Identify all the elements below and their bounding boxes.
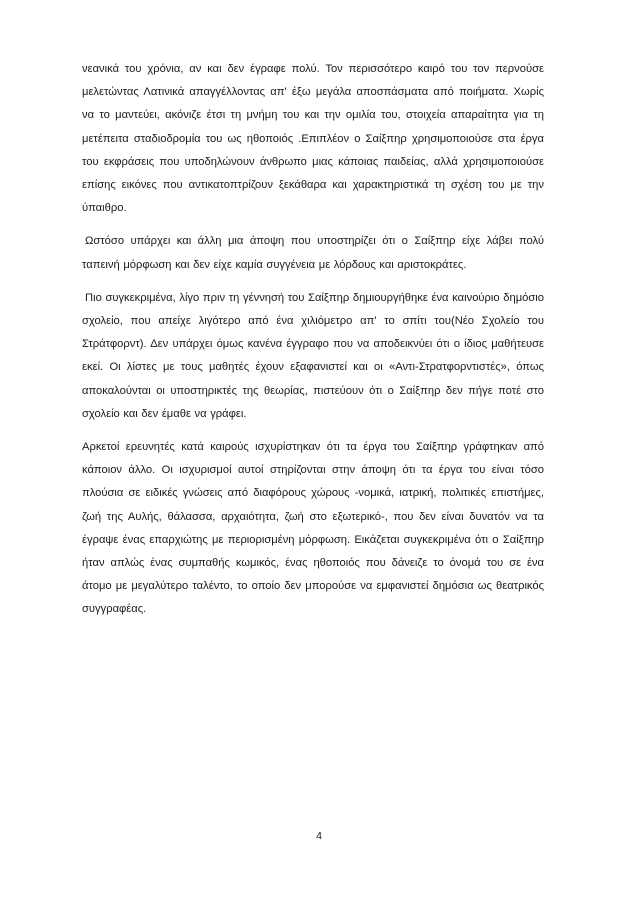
paragraph-3: Πιο συγκεκριμένα, λίγο πριν τη γέννησή του Σαίξπηρ δημιουργήθηκε ένα καινούριο δημόσιο σχολείο, που απείχε λιγότερο από ένα χιλιόμετρο απ' το σπίτι του(Νέο Σχολείο του Στράτφορντ). Δεν υπάρχει όμως κανένα έγγραφο που να αποδεικνύει ότι ο ίδιος μαθήτευσε εκεί. Οι λίστες με τους μαθητές έχουν εξαφανιστεί και οι «Αντι-Στρατφορντιστές», όπως αποκαλούνται οι υποστηρικτές της θεωρίας, πιστεύουν ότι ο Σαίξπηρ δεν πήγε ποτέ στο σχολείο και δεν έμαθε να γράφει.: [82, 291, 544, 420]
page-number: 4: [316, 830, 322, 842]
paragraph-1: νεανικά του χρόνια, αν και δεν έγραφε πολύ. Τον περισσότερο καιρό του τον περνούσε μελετώντας Λατινικά απαγγέλλοντας απ' έξω μεγάλα αποσπάσματα από ποιήματα. Χωρίς να το μαντεύει, ακόνιζε έτσι τη μνήμη του και την ομιλία του, στοιχεία απαραίτητα για τη μετέπειτα σταδιοδρομία του ως ηθοποιός .Επιπλέον ο Σαίξπηρ χρησιμοποιούσε στα έργα του εκφράσεις που υποδηλώνουν άνθρωπο μιας κάποιας παιδείας, αλλά χρησιμοποιούσε επίσης εικόνες που αντικατοπτρίζουν ξεκάθαρα και χαρακτηριστικά τη σχέση του με την ύπαιθρο.: [82, 63, 544, 215]
paragraph-2: Ωστόσο υπάρχει και άλλη μια άποψη που υποστηρίζει ότι ο Σαίξπηρ είχε λάβει πολύ ταπεινή μόρφωση και δεν είχε καμία συγγένεια με λόρδους και αριστοκράτες.: [82, 235, 544, 271]
paragraph-4: Αρκετοί ερευνητές κατά καιρούς ισχυρίστηκαν ότι τα έργα του Σαίξπηρ γράφτηκαν από κάποιον άλλο. Οι ισχυρισμοί αυτοί στηρίζονται στην άποψη ότι τα έργα του είναι τόσο πλούσια σε ειδικές γνώσεις από διαφόρους χώρους -νομικά, ιατρική, πολιτικές επιστήμες, ζωή της Αυλής, θάλασσα, αρχαιότητα, ζωή στο εξωτερικό-, που δεν είναι δυνατόν να τα έγραψε ένας επαρχιώτης με περιορισμένη μόρφωση. Εικάζεται συγκεκριμένα ότι ο Σαίξπηρ ήταν απλώς ένας συμπαθής κωμικός, ένας ηθοποιός που δάνειζε το όνομά του σε ένα άτομο με μεγαλύτερο ταλέντο, το οποίο δεν μπορούσε να εμφανιστεί δημόσια ως θεατρικός συγγραφέας.: [82, 441, 544, 616]
document-body: [82, 58, 544, 632]
